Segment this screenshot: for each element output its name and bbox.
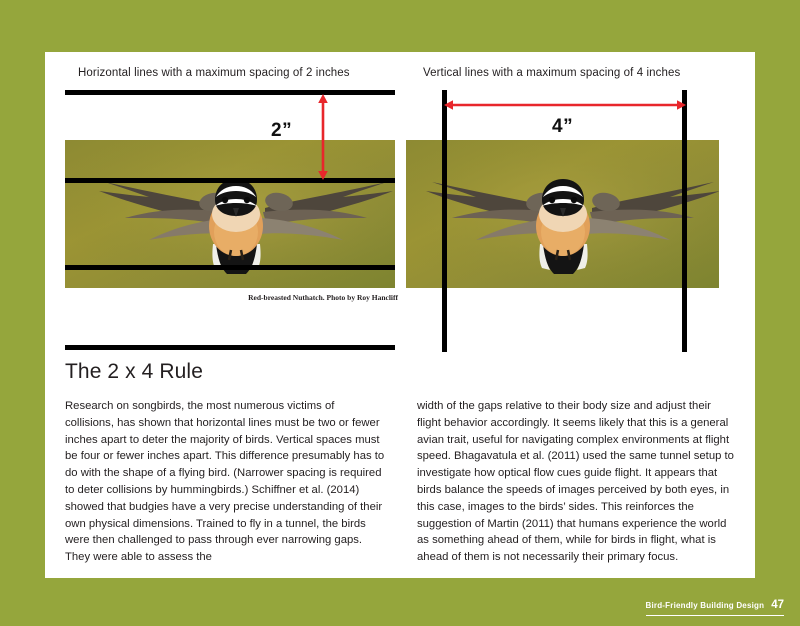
right-figure — [400, 90, 740, 357]
page-title: The 2 x 4 Rule — [65, 360, 203, 383]
horizontal-line — [65, 90, 395, 95]
left-figure-title: Horizontal lines with a maximum spacing of 2 inches — [78, 67, 350, 79]
vertical-line — [682, 90, 687, 352]
footer-inner — [646, 595, 785, 616]
footer-book-title: Bird-Friendly Building Design — [645, 601, 765, 610]
right-figure-photo — [406, 140, 719, 288]
horizontal-measure-arrow-icon — [444, 98, 686, 110]
right-figure-measure-label: 4” — [552, 116, 574, 137]
left-figure-measure-label: 2” — [271, 120, 293, 141]
horizontal-line — [65, 265, 395, 270]
horizontal-line — [65, 178, 395, 183]
text-column-right — [417, 398, 737, 577]
vertical-line — [442, 90, 447, 352]
figure-area — [45, 52, 755, 357]
article-body — [65, 360, 737, 577]
photo-credit: Red-breasted Nuthatch. Photo by Roy Hancliff — [248, 293, 398, 302]
paragraph: Research on songbirds, the most numerous victims of collisions, has shown that horizontal lines must be two or fewer inches apart to deter the majority of birds. Vertical spaces must be four or fewer inches apart. This difference presumably has to do with the shape of a flying bird. (Narrower spacing is required to deter collisions by hummingbirds.) Schiffner et al. (2014) showed that budgies have a very precise understanding of their own physical dimensions. Trained to fly in a tunnel, the birds were then challenged to pass through ever narrowing gaps. They were able to assess the — [65, 400, 385, 564]
right-figure-title: Vertical lines with a maximum spacing of 4 inches — [423, 67, 681, 79]
left-figure — [65, 90, 398, 357]
horizontal-line — [65, 345, 395, 350]
text-column-left — [65, 398, 385, 577]
document-page-sheet — [45, 52, 755, 578]
footer-page-number: 47 — [771, 599, 784, 611]
page-footer — [646, 595, 785, 616]
paragraph: width of the gaps relative to their body size and adjust their flight behavior accordingly. It seems likely that this is a general avian trait, useful for navigating complex environments at flight speed. Bhagavatula et al. (2011) used the same tunnel setup to investigate how optical flow cues guide flight. It appears that birds balance the speeds of images perceived by both eyes, in this case, images to the birds’ sides. This reinforces the suggestion of Martin (2011) that humans experience the world as something ahead of them, while for birds in flight, what is ahead of them is not necessarily their primary focus. — [417, 400, 734, 564]
text-columns — [65, 398, 737, 577]
vertical-measure-arrow-icon — [317, 94, 329, 180]
